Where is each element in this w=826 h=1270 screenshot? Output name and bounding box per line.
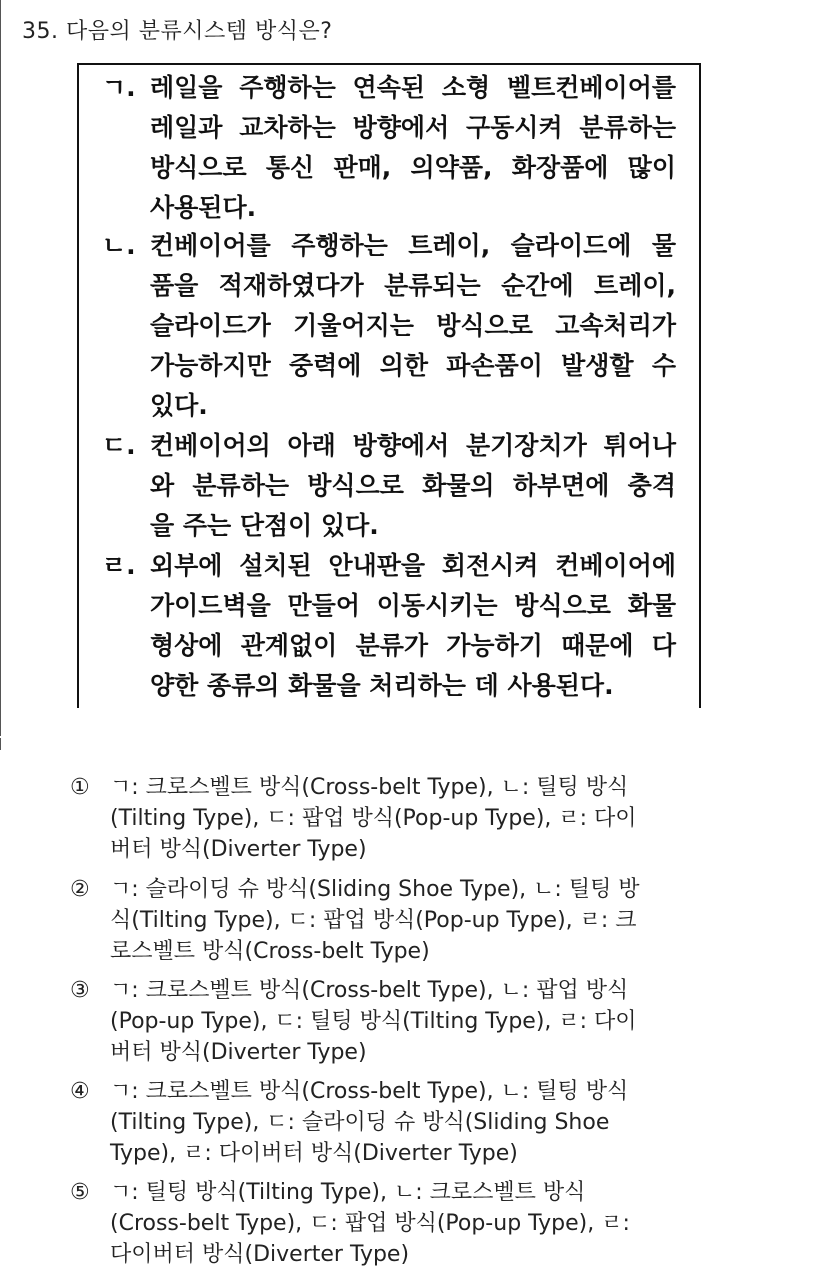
choice-line: (Tilting Type), ㄷ: 팝업 방식(Pop-up Type), ㄹ: 다이 bbox=[110, 806, 637, 831]
choice-line: (Pop-up Type), ㄷ: 틸팅 방식(Tilting Type), ㄹ: 다이 bbox=[110, 1009, 637, 1034]
choice-line: 다이버터 방식(Diverter Type) bbox=[110, 1242, 410, 1267]
choice-line: ㄱ: 크로스벨트 방식(Cross-belt Type), ㄴ: 틸팅 방식 bbox=[110, 1079, 629, 1104]
statement-line: 양한 종류의 화물을 처리하는 데 사용된다. bbox=[150, 671, 614, 700]
statement-line: 방식으로 통신 판매, 의약품, 화장품에 많이 bbox=[150, 153, 676, 182]
statement-marker: ㄱ. bbox=[102, 73, 136, 102]
statement-marker: ㄷ. bbox=[102, 431, 136, 460]
choice-line: ㄱ: 슬라이딩 슈 방식(Sliding Shoe Type), ㄴ: 틸팅 방 bbox=[110, 877, 640, 902]
left-margin-rule bbox=[0, 0, 1, 736]
choice-line: ㄱ: 크로스벨트 방식(Cross-belt Type), ㄴ: 틸팅 방식 bbox=[110, 775, 629, 800]
statement-line: 을 주는 단점이 있다. bbox=[150, 511, 379, 540]
statement-line: 컨베이어를 주행하는 트레이, 슬라이드에 물 bbox=[150, 231, 676, 260]
statement-line: 레일을 주행하는 연속된 소형 벨트컨베이어를 bbox=[150, 73, 676, 102]
choice-number: ④ bbox=[70, 1079, 90, 1104]
statement-line: 가이드벽을 만들어 이동시키는 방식으로 화물 bbox=[150, 591, 676, 620]
statement-line: 레일과 교차하는 방향에서 구동시켜 분류하는 bbox=[150, 113, 676, 142]
choice-line: ㄱ: 틸팅 방식(Tilting Type), ㄴ: 크로스벨트 방식 bbox=[110, 1180, 586, 1205]
choice-line: ㄱ: 크로스벨트 방식(Cross-belt Type), ㄴ: 팝업 방식 bbox=[110, 978, 629, 1003]
choice-number: ⑤ bbox=[70, 1180, 90, 1205]
question-title: 35. 다음의 분류시스템 방식은? bbox=[22, 19, 333, 44]
choice-line: (Tilting Type), ㄷ: 슬라이딩 슈 방식(Sliding Shoe bbox=[110, 1110, 610, 1135]
statement-line: 품을 적재하였다가 분류되는 순간에 트레이, bbox=[150, 271, 676, 300]
choice-line: 버터 방식(Diverter Type) bbox=[110, 1040, 367, 1065]
statement-line: 사용된다. bbox=[150, 193, 257, 222]
statement-line: 컨베이어의 아래 방향에서 분기장치가 튀어나 bbox=[150, 431, 676, 460]
choice-number: ① bbox=[70, 775, 90, 800]
choice-line: (Cross-belt Type), ㄷ: 팝업 방식(Pop-up Type), ㄹ: bbox=[110, 1211, 630, 1236]
statement-line: 와 분류하는 방식으로 화물의 하부면에 충격 bbox=[150, 471, 676, 500]
choice-number: ③ bbox=[70, 978, 90, 1003]
statement-line: 있다. bbox=[150, 391, 208, 420]
statement-line: 슬라이드가 기울어지는 방식으로 고속처리가 bbox=[150, 311, 676, 340]
statement-line: 형상에 관계없이 분류가 가능하기 때문에 다 bbox=[150, 631, 676, 660]
statement-marker: ㄹ. bbox=[102, 551, 136, 580]
statement-marker: ㄴ. bbox=[102, 231, 136, 260]
statement-line: 가능하지만 중력에 의한 파손품이 발생할 수 bbox=[150, 351, 676, 380]
statement-line: 외부에 설치된 안내판을 회전시켜 컨베이어에 bbox=[150, 551, 676, 580]
choice-line: 버터 방식(Diverter Type) bbox=[110, 837, 367, 862]
choice-line: 로스벨트 방식(Cross-belt Type) bbox=[110, 939, 430, 964]
left-margin-rule-lower bbox=[0, 738, 1, 750]
choice-line: 식(Tilting Type), ㄷ: 팝업 방식(Pop-up Type), ㄹ: 크 bbox=[110, 908, 637, 933]
choice-number: ② bbox=[70, 877, 90, 902]
choice-line: Type), ㄹ: 다이버터 방식(Diverter Type) bbox=[110, 1141, 518, 1166]
